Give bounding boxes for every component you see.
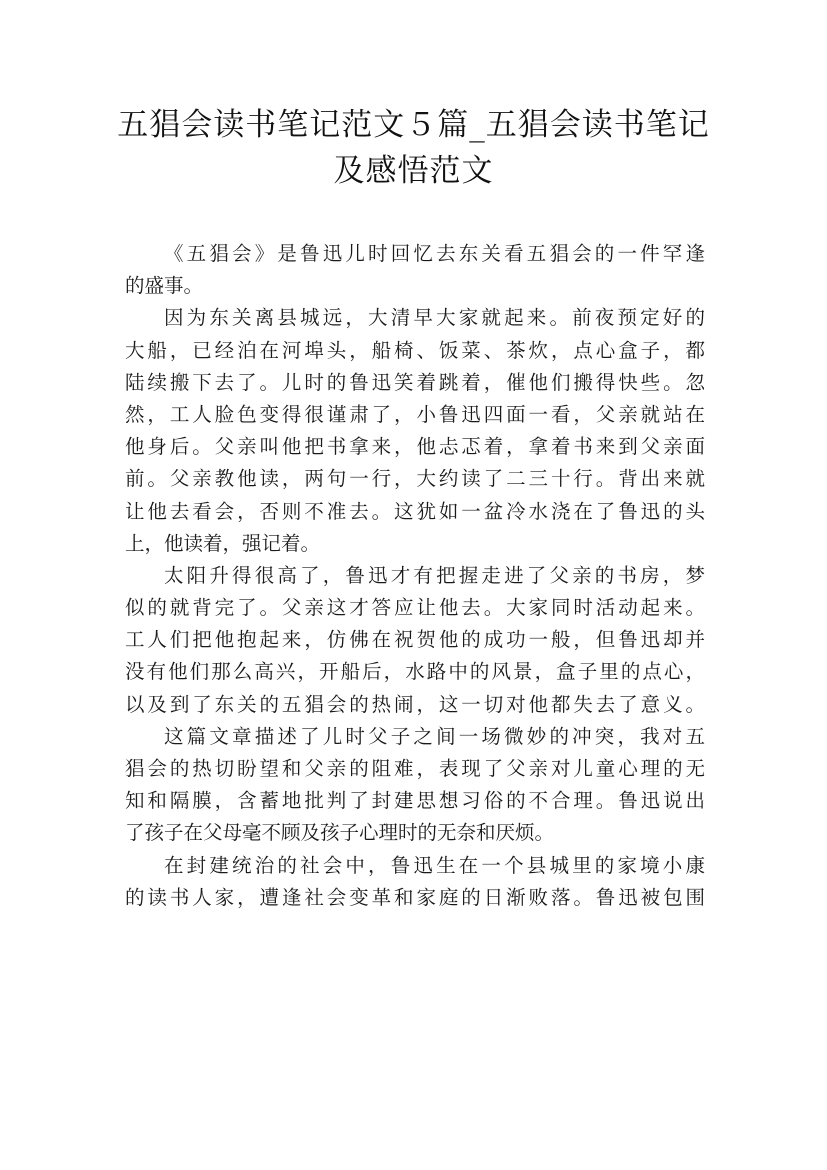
text-line: 他身后。父亲叫他把书拿来，他忐忑着，拿着书来到父亲面 bbox=[125, 435, 705, 459]
text-line: 然，工人脸色变得很谨肃了，小鲁迅四面一看，父亲就站在 bbox=[125, 402, 705, 426]
document-body bbox=[125, 238, 705, 914]
text-line: 这篇文章描述了儿时父子之间一场微妙的冲突，我对五 bbox=[164, 724, 705, 748]
text-line: 没有他们那么高兴，开船后，水路中的风景，盒子里的点心， bbox=[125, 660, 705, 684]
text-line: 以及到了东关的五猖会的热闹，这一切对他都失去了意义。 bbox=[125, 692, 705, 716]
text-line: 上，他读着，强记着。 bbox=[125, 531, 321, 555]
title-line: 五猖会读书笔记范文５篇_五猖会读书笔记 bbox=[117, 107, 710, 143]
text-line: 在封建统治的社会中，鲁迅生在一个县城里的家境小康 bbox=[164, 853, 705, 877]
document-title bbox=[110, 102, 717, 194]
text-line: 似的就背完了。父亲这才答应让他去。大家同时活动起来。 bbox=[125, 596, 705, 620]
text-line: 猖会的热切盼望和父亲的阻难，表现了父亲对儿童心理的无 bbox=[125, 757, 705, 780]
text-line: 大船，已经泊在河埠头，船椅、饭菜、茶炊，点心盒子，都 bbox=[125, 338, 705, 362]
paragraph bbox=[125, 302, 705, 560]
text-line: 太阳升得很高了，鲁迅才有把握走进了父亲的书房，梦 bbox=[164, 563, 705, 587]
paragraph bbox=[125, 721, 705, 850]
text-line: 工人们把他抱起来，仿佛在祝贺他的成功一般，但鲁迅却并 bbox=[125, 628, 705, 652]
text-line: 因为东关离县城远，大清早大家就起来。前夜预定好的 bbox=[164, 306, 705, 330]
text-line: 前。父亲教他读，两句一行，大约读了二三十行。背出来就 bbox=[125, 467, 705, 491]
text-line: 的盛事。 bbox=[125, 274, 204, 298]
paragraph bbox=[125, 850, 705, 914]
text-line: 的读书人家，遭逢社会变革和家庭的日渐败落。鲁迅被包围 bbox=[125, 885, 705, 909]
title-line: 及感悟范文 bbox=[333, 153, 494, 189]
text-line: 了孩子在父母毫不顾及孩子心理时的无奈和厌烦。 bbox=[125, 821, 555, 845]
paragraph bbox=[125, 560, 705, 721]
text-line: 陆续搬下去了。儿时的鲁迅笑着跳着，催他们搬得快些。忽 bbox=[125, 370, 705, 394]
text-line: 让他去看会，否则不准去。这犹如一盆冷水浇在了鲁迅的头 bbox=[125, 499, 705, 523]
text-line: 知和隔膜，含蓄地批判了封建思想习俗的不合理。鲁迅说出 bbox=[125, 789, 705, 813]
text-line: 《五猖会》是鲁迅儿时回忆去东关看五猖会的一件罕逢 bbox=[164, 242, 705, 265]
paragraph bbox=[125, 238, 705, 302]
